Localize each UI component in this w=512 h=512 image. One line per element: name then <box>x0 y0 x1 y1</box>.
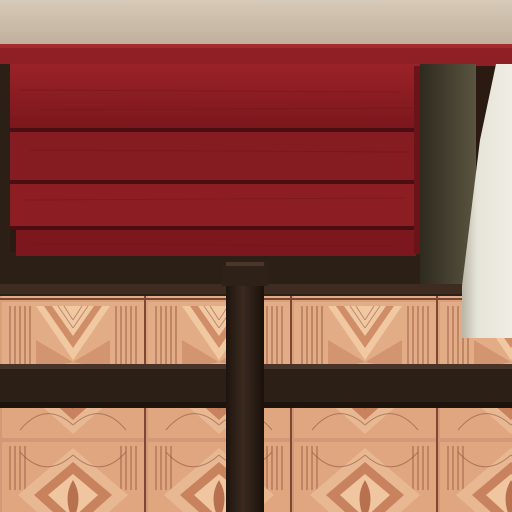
wooden-post-icon <box>222 262 268 512</box>
ceiling-strip <box>0 0 512 46</box>
